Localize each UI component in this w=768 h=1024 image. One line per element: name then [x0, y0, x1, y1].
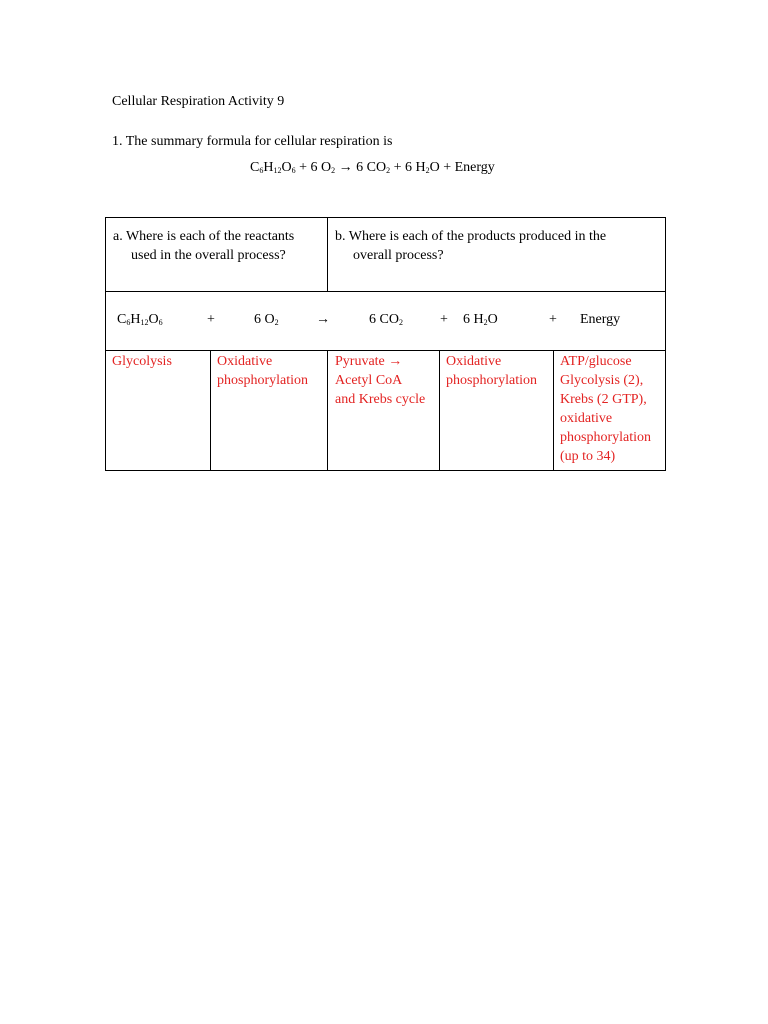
document-title: Cellular Respiration Activity 9 [112, 94, 285, 109]
eq-energy: Energy [580, 312, 621, 327]
answer-line: Krebs (2 GTP), [560, 392, 647, 407]
formula-o-sub: 6 [291, 166, 296, 175]
answer-line: oxidative [560, 411, 613, 426]
answer-line: (up to 34) [560, 449, 616, 464]
answer-line: phosphorylation [217, 373, 308, 388]
eq-carbon-dioxide [369, 312, 403, 328]
eq-c: C [117, 312, 127, 327]
formula-c: C [250, 160, 260, 175]
eq-o2: 6 O [254, 312, 275, 327]
eq-co2: 6 CO [369, 312, 399, 327]
answer-glucose [112, 352, 208, 371]
header-a-line1: a. Where is each of the reactants [113, 229, 295, 244]
eq-h2o-sub: 2 [483, 318, 488, 327]
eq-co2-sub: 2 [398, 318, 403, 327]
header-b-line1: b. Where is each of the products produced in the [335, 229, 607, 244]
eq-h2o-b: O [487, 312, 498, 327]
formula-c-sub: 6 [259, 166, 264, 175]
answer-line: and Krebs cycle [335, 392, 426, 407]
table-divider-1 [105, 291, 666, 292]
eq-h: H [130, 312, 141, 327]
eq-c-sub: 6 [126, 318, 131, 327]
eq-o-sub: 6 [158, 318, 163, 327]
formula-h: H [263, 160, 274, 175]
header-b-line2: overall process? [353, 248, 444, 263]
answer-oxygen [217, 352, 325, 390]
col-divider-1 [210, 350, 211, 471]
eq-o: O [148, 312, 159, 327]
summary-formula [250, 160, 495, 176]
answer-carbon-dioxide [335, 352, 439, 409]
formula-h2o-sub: 2 [425, 166, 430, 175]
answer-line: Glycolysis (2), [560, 373, 644, 388]
answer-line: Acetyl CoA [335, 373, 403, 388]
header-a-line2: used in the overall process? [131, 248, 286, 263]
answer-line: phosphorylation [560, 430, 651, 445]
formula-arrow-co2: → 6 CO [335, 160, 387, 175]
formula-plus-o2: + 6 O [295, 160, 332, 175]
eq-arrow: → [316, 312, 330, 327]
header-cell-b [335, 227, 660, 265]
eq-plus-2: + [440, 312, 448, 327]
eq-h-sub: 12 [140, 318, 149, 327]
eq-glucose [117, 312, 163, 328]
formula-co2-sub: 2 [386, 166, 391, 175]
col-divider-2 [327, 350, 328, 471]
formula-plus-h2o: + 6 H [390, 160, 426, 175]
col-divider-4 [553, 350, 554, 471]
answer-energy [560, 352, 664, 466]
formula-h-sub: 12 [273, 166, 282, 175]
answer-line: Oxidative [446, 354, 502, 369]
formula-o2-sub: 2 [331, 166, 336, 175]
answer-water [446, 352, 552, 390]
eq-o2-sub: 2 [274, 318, 279, 327]
eq-plus-1: + [207, 312, 215, 327]
eq-plus-3: + [549, 312, 557, 327]
formula-tail: O + Energy [429, 160, 495, 175]
answer-line: phosphorylation [446, 373, 537, 388]
table-divider-2 [105, 350, 666, 351]
col-divider-3 [439, 350, 440, 471]
header-cell-a [113, 227, 323, 265]
eq-water [463, 312, 498, 328]
header-divider [327, 217, 328, 291]
answer-line: Oxidative [217, 354, 273, 369]
answer-line: Pyruvate → [335, 354, 403, 369]
answer-line: Glycolysis [112, 354, 172, 369]
eq-h2o-a: 6 H [463, 312, 484, 327]
answer-line: ATP/glucose [560, 354, 632, 369]
eq-oxygen [254, 312, 279, 328]
formula-o: O [281, 160, 292, 175]
question-1: 1. The summary formula for cellular respiration is [112, 134, 393, 149]
